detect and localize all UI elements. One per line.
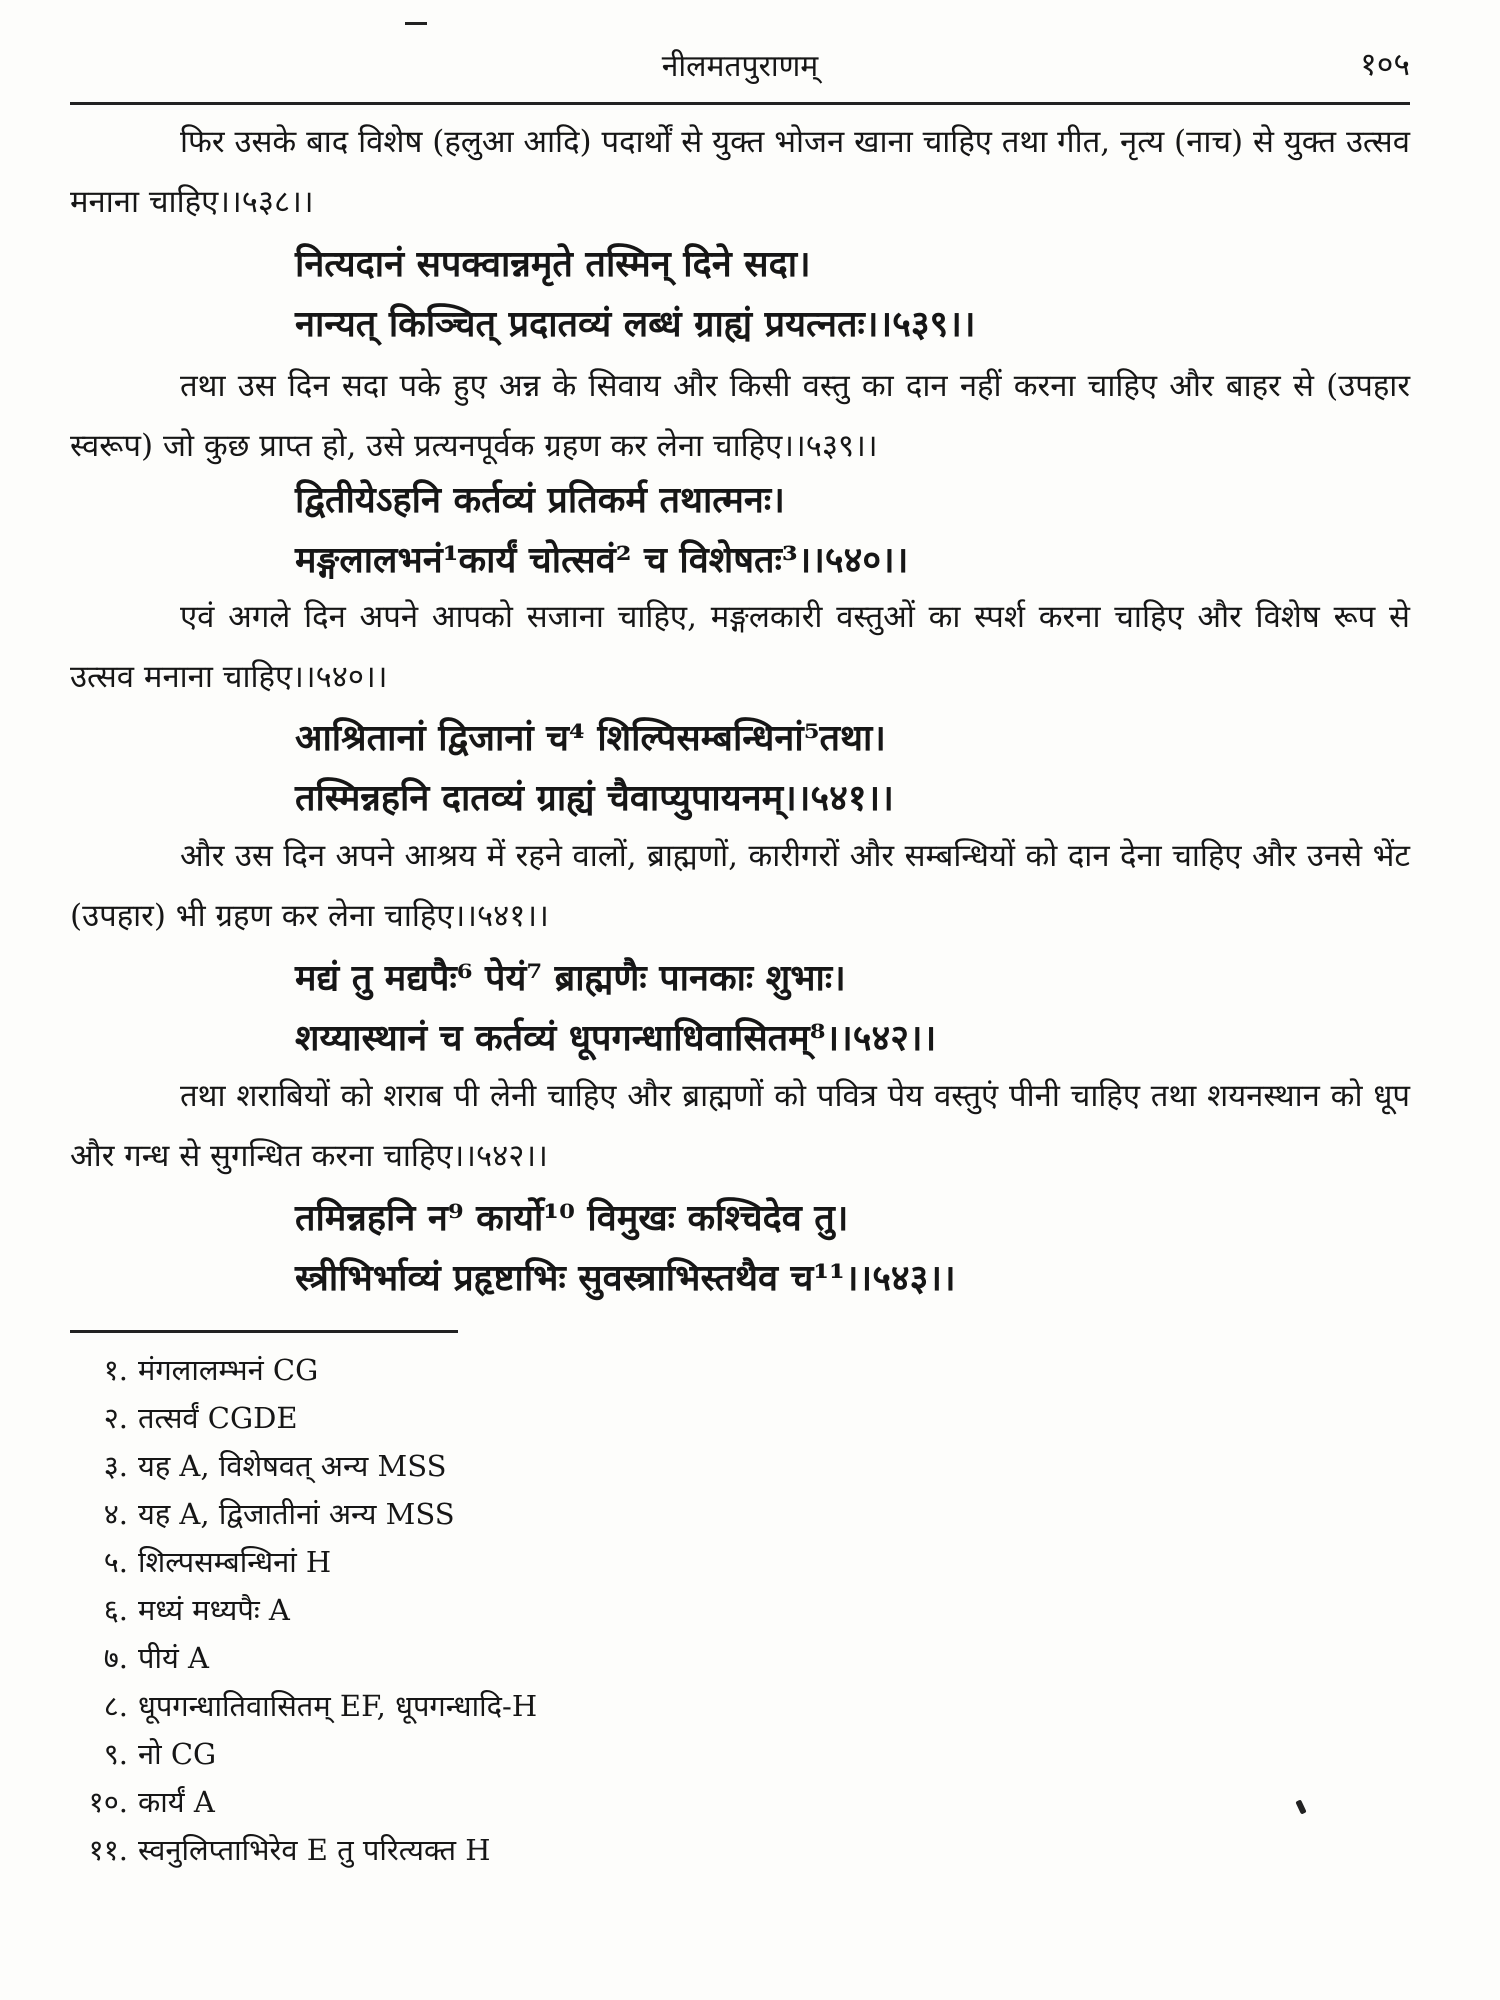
footnote-number: ९. — [103, 1737, 128, 1771]
footnote-number: ४. — [103, 1497, 128, 1531]
footnote-item — [70, 1730, 970, 1778]
footnote-item — [70, 1394, 970, 1442]
sanskrit-verse — [295, 234, 1375, 354]
footnote-number: ६. — [103, 1593, 128, 1627]
footnote-text: यह A, विशेषवत् अन्य MSS — [138, 1449, 447, 1483]
footnote-number: १०. — [88, 1785, 128, 1819]
footnote-text: पीयं A — [138, 1641, 209, 1675]
running-title: नीलमतपुराणम् — [661, 49, 819, 84]
footnote-text: मध्यं मध्यपैः A — [138, 1593, 290, 1627]
footnote-number: ८. — [103, 1689, 128, 1723]
footnote-number: ७. — [103, 1641, 128, 1675]
footnote-text: धूपगन्धातिवासितम् EF, धूपगन्धादि-H — [138, 1689, 538, 1723]
footnote-text: मंगलालम्भनं CG — [138, 1353, 319, 1387]
footnote-item — [70, 1778, 970, 1826]
translation-paragraph: तथा उस दिन सदा पके हुए अन्न के सिवाय और किसी वस्तु का दान नहीं करना चाहिए और बाहर से (उपहार स्वरूप) जो कुछ प्राप्त हो, उसे प्रत्यनपूर्वक ग्रहण कर लेना चाहिए।।५३९।। — [70, 368, 1410, 464]
sanskrit-verse — [295, 948, 1375, 1068]
footnote-text: शिल्पसम्बन्धिनां H — [138, 1545, 332, 1579]
sanskrit-verse — [295, 470, 1375, 590]
footnote-number: ५. — [103, 1545, 128, 1579]
footnote-number: ३. — [103, 1449, 128, 1483]
footnote-number: २. — [103, 1401, 128, 1435]
verse-line: तस्मिन्नहनि दातव्यं ग्राह्यं चैवाप्युपायनम्।।५४१।। — [295, 777, 894, 819]
translation-paragraph: फिर उसके बाद विशेष (हलुआ आदि) पदार्थों से युक्त भोजन खाना चाहिए तथा गीत, नृत्य (नाच) से युक्त उत्सव मनाना चाहिए।।५३८।। — [70, 124, 1410, 220]
header-rule — [70, 102, 1410, 105]
page-header — [70, 40, 1410, 96]
translation-paragraph: तथा शराबियों को शराब पी लेनी चाहिए और ब्राह्मणों को पवित्र पेय वस्तुएं पीनी चाहिए तथा शयनस्थान को धूप और गन्ध से सुगन्धित करना चाहिए।।५४२।। — [70, 1078, 1410, 1174]
footnote-item — [70, 1346, 970, 1394]
footnote-item — [70, 1682, 970, 1730]
footnote-text: नो CG — [138, 1737, 217, 1771]
footnote-item — [70, 1826, 970, 1874]
footnote-item — [70, 1442, 970, 1490]
page-number: १०५ — [1360, 45, 1410, 83]
verse-line: स्त्रीभिर्भाव्यं प्रहृष्टाभिः सुवस्त्राभिस्तथैव च¹¹।।५४३।। — [295, 1257, 956, 1299]
verse-line: मङ्गलालभनं¹कार्यं चोत्सवं² च विशेषतः³।।५४०।। — [295, 539, 909, 581]
sanskrit-verse — [295, 1188, 1375, 1308]
footnote-number: १. — [103, 1353, 128, 1387]
verse-line: मद्यं तु मद्यपैः⁶ पेयं⁷ ब्राह्मणैः पानकाः शुभाः। — [295, 957, 846, 999]
footnote-rule — [70, 1330, 458, 1333]
ink-speck — [1295, 1799, 1306, 1814]
verse-line: द्वितीयेऽहनि कर्तव्यं प्रतिकर्म तथात्मनः। — [295, 479, 785, 521]
footnote-text: स्वनुलिप्ताभिरेव E तु परित्यक्त H — [138, 1833, 491, 1867]
translation-paragraph: और उस दिन अपने आश्रय में रहने वालों, ब्राह्मणों, कारीगरों और सम्बन्धियों को दान देना चाहिए और उनसे भेंट (उपहार) भी ग्रहण कर लेना चाहिए।।५४१।। — [70, 838, 1410, 934]
footnote-text: यह A, द्विजातीनां अन्य MSS — [138, 1497, 455, 1531]
top-dash-mark — [405, 22, 427, 25]
verse-line: नित्यदानं सपक्वान्नमृते तस्मिन् दिने सदा। — [295, 243, 811, 285]
footnote-item — [70, 1490, 970, 1538]
footnote-text: कार्यं A — [138, 1785, 215, 1819]
footnote-item — [70, 1586, 970, 1634]
footnote-number: ११. — [88, 1833, 128, 1867]
verse-line: नान्यत् किञ्चित् प्रदातव्यं लब्धं ग्राह्यं प्रयत्नतः।।५३९।। — [295, 303, 976, 345]
verse-line: शय्यास्थानं च कर्तव्यं धूपगन्धाधिवासितम्⁸।।५४२।। — [295, 1017, 937, 1059]
translation-paragraph: एवं अगले दिन अपने आपको सजाना चाहिए, मङ्गलकारी वस्तुओं का स्पर्श करना चाहिए और विशेष रूप से उत्सव मनाना चाहिए।।५४०।। — [70, 599, 1410, 695]
verse-line: तमिन्नहनि न⁹ कार्यो¹⁰ विमुखः कश्चिदेव तु। — [295, 1197, 849, 1239]
footnote-item — [70, 1634, 970, 1682]
sanskrit-verse — [295, 708, 1375, 828]
footnotes-list — [70, 1346, 970, 1874]
footnote-item — [70, 1538, 970, 1586]
footnote-text: तत्सर्वं CGDE — [138, 1401, 298, 1435]
verse-line: आश्रितानां द्विजानां च⁴ शिल्पिसम्बन्धिनां⁵तथा। — [295, 717, 886, 759]
